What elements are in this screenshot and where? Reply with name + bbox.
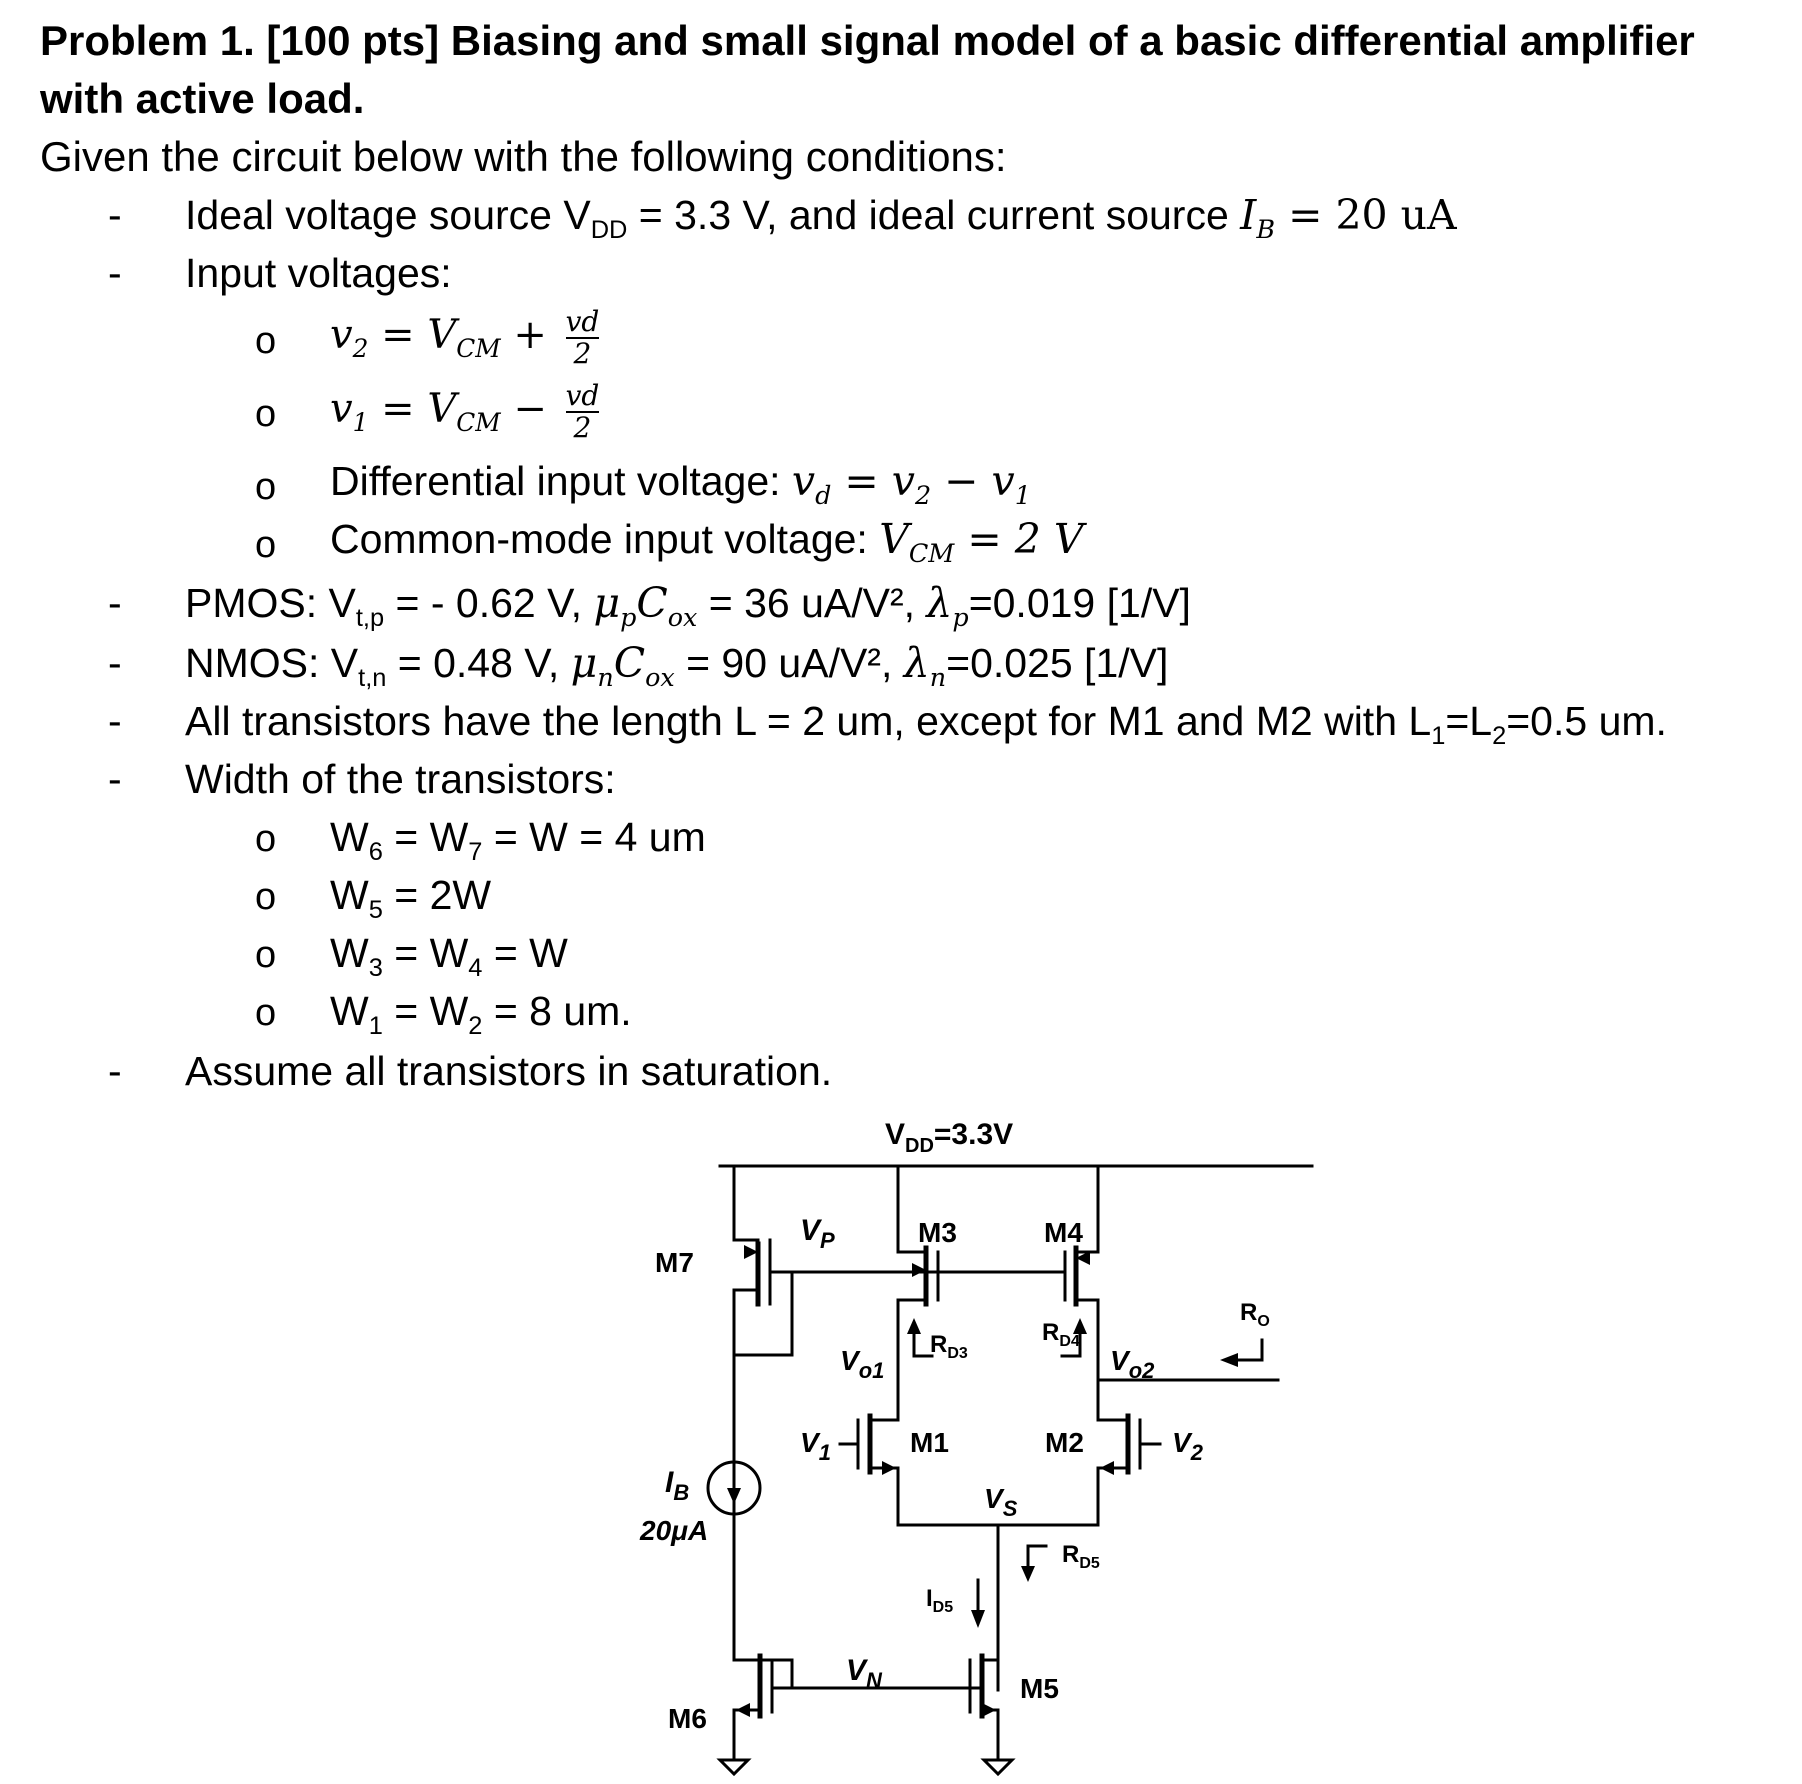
width-w6-w7: $W_6 = W_7 = W = 4$ um — [330, 814, 706, 867]
nmos-params: NMOS: $V_{t,n} = 0.48$ V, $\mu_nC_{ox} = 90$ uA/V², $\lambda_n=0.025$ [1/V] — [185, 639, 1169, 693]
vdd-label: $V_{DD}=3.3V$ — [885, 1118, 1014, 1157]
label-v2: $V_2$ — [1172, 1427, 1203, 1465]
label-m5: M5 — [1020, 1673, 1059, 1704]
transistor-m2 — [1098, 1416, 1160, 1525]
label-m6: M6 — [668, 1703, 707, 1734]
label-ib-value: 20μA — [640, 1515, 709, 1546]
label-vs: $V_S$ — [984, 1483, 1018, 1521]
bullet-dash: - — [108, 756, 122, 802]
vcm-definition: Common-mode input voltage: $V_{CM} = 2$ V — [330, 515, 1084, 569]
label-m7: M7 — [655, 1247, 694, 1278]
sub-bullet: o — [255, 992, 277, 1034]
ro-arrow — [1220, 1340, 1262, 1367]
label-id5: $I_{D5}$ — [926, 1585, 954, 1616]
label-vo2: $V_{o2}$ — [1110, 1345, 1155, 1383]
v1-equation: $v_1 = V_{CM}$ − $\frac{vd}{2}$ — [330, 379, 600, 444]
transistor-m4 — [1065, 1166, 1098, 1420]
id5-arrow — [971, 1580, 985, 1628]
width-w1-w2: $W_1 = W_2 = 8$ um. — [330, 988, 632, 1041]
sub-bullet: o — [255, 393, 277, 435]
label-m3: M3 — [918, 1217, 957, 1248]
vd-definition: Differential input voltage: $v_d = v_2 - v_1$ — [330, 457, 1031, 511]
width-label: Width of the transistors: — [185, 756, 616, 802]
label-ro: $R_O$ — [1240, 1299, 1270, 1330]
current-source-ib — [708, 1462, 760, 1660]
transistor-m1 — [840, 1416, 898, 1525]
bullet-dash: - — [108, 250, 122, 296]
sub-bullet: o — [255, 818, 277, 860]
sub-bullet: o — [255, 320, 277, 362]
input-voltages-label: Input voltages: — [185, 250, 452, 296]
sub-bullet: o — [255, 524, 277, 566]
label-vp: $V_P$ — [800, 1214, 835, 1253]
condition-vdd: Ideal voltage source $V_{DD} = 3.3$ V, and ideal current source $I_B = 20$ uA — [185, 191, 1457, 245]
sub-bullet: o — [255, 876, 277, 918]
label-m2: M2 — [1045, 1427, 1084, 1458]
width-w3-w4: $W_3 = W_4 = W$ — [330, 930, 568, 983]
problem-title: Problem 1. [100 pts] Biasing and small signal model of a basic differential amplifier with active load. — [40, 17, 1695, 122]
pmos-params: PMOS: $V_{t,p}$ = - 0.62 V, $\mu_pC_{ox} = 36$ uA/V², $\lambda_p=0.019$ [1/V] — [185, 579, 1191, 633]
sub-bullet: o — [255, 466, 277, 508]
label-rd3: $R_{D3}$ — [930, 1331, 968, 1362]
bullet-dash: - — [108, 1048, 122, 1094]
transistor-m5 — [970, 1656, 1012, 1774]
label-m1: M1 — [910, 1427, 949, 1458]
rd5-arrow — [1021, 1546, 1046, 1582]
bullet-dash: - — [108, 640, 122, 686]
bullet-dash: - — [108, 698, 122, 744]
label-v1: $V_1$ — [800, 1427, 831, 1465]
transistor-m3 — [898, 1166, 1065, 1420]
bullet-dash: - — [108, 192, 122, 238]
label-vo1: $V_{o1}$ — [840, 1345, 885, 1383]
length-condition: All transistors have the length L = 2 um, except for M1 and M2 with $L_1=L_2=0.5$ um. — [185, 698, 1667, 751]
saturation-assumption: Assume all transistors in saturation. — [185, 1048, 833, 1094]
label-vn: $V_N$ — [846, 1654, 882, 1693]
v2-equation: $v_2 = V_{CM}$ + $\frac{vd}{2}$ — [330, 305, 600, 370]
bullet-dash: - — [108, 580, 122, 626]
intro-text: Given the circuit below with the following conditions: — [40, 133, 1007, 180]
rd3-arrow — [907, 1318, 932, 1356]
sub-bullet: o — [255, 934, 277, 976]
label-rd5: $R_{D5}$ — [1062, 1541, 1100, 1572]
label-ib: $I_B$ — [665, 1466, 690, 1505]
label-m4: M4 — [1044, 1217, 1083, 1248]
label-rd4: $R_{D4}$ — [1042, 1319, 1080, 1350]
width-w5: $W_5 = 2W$ — [330, 872, 492, 925]
